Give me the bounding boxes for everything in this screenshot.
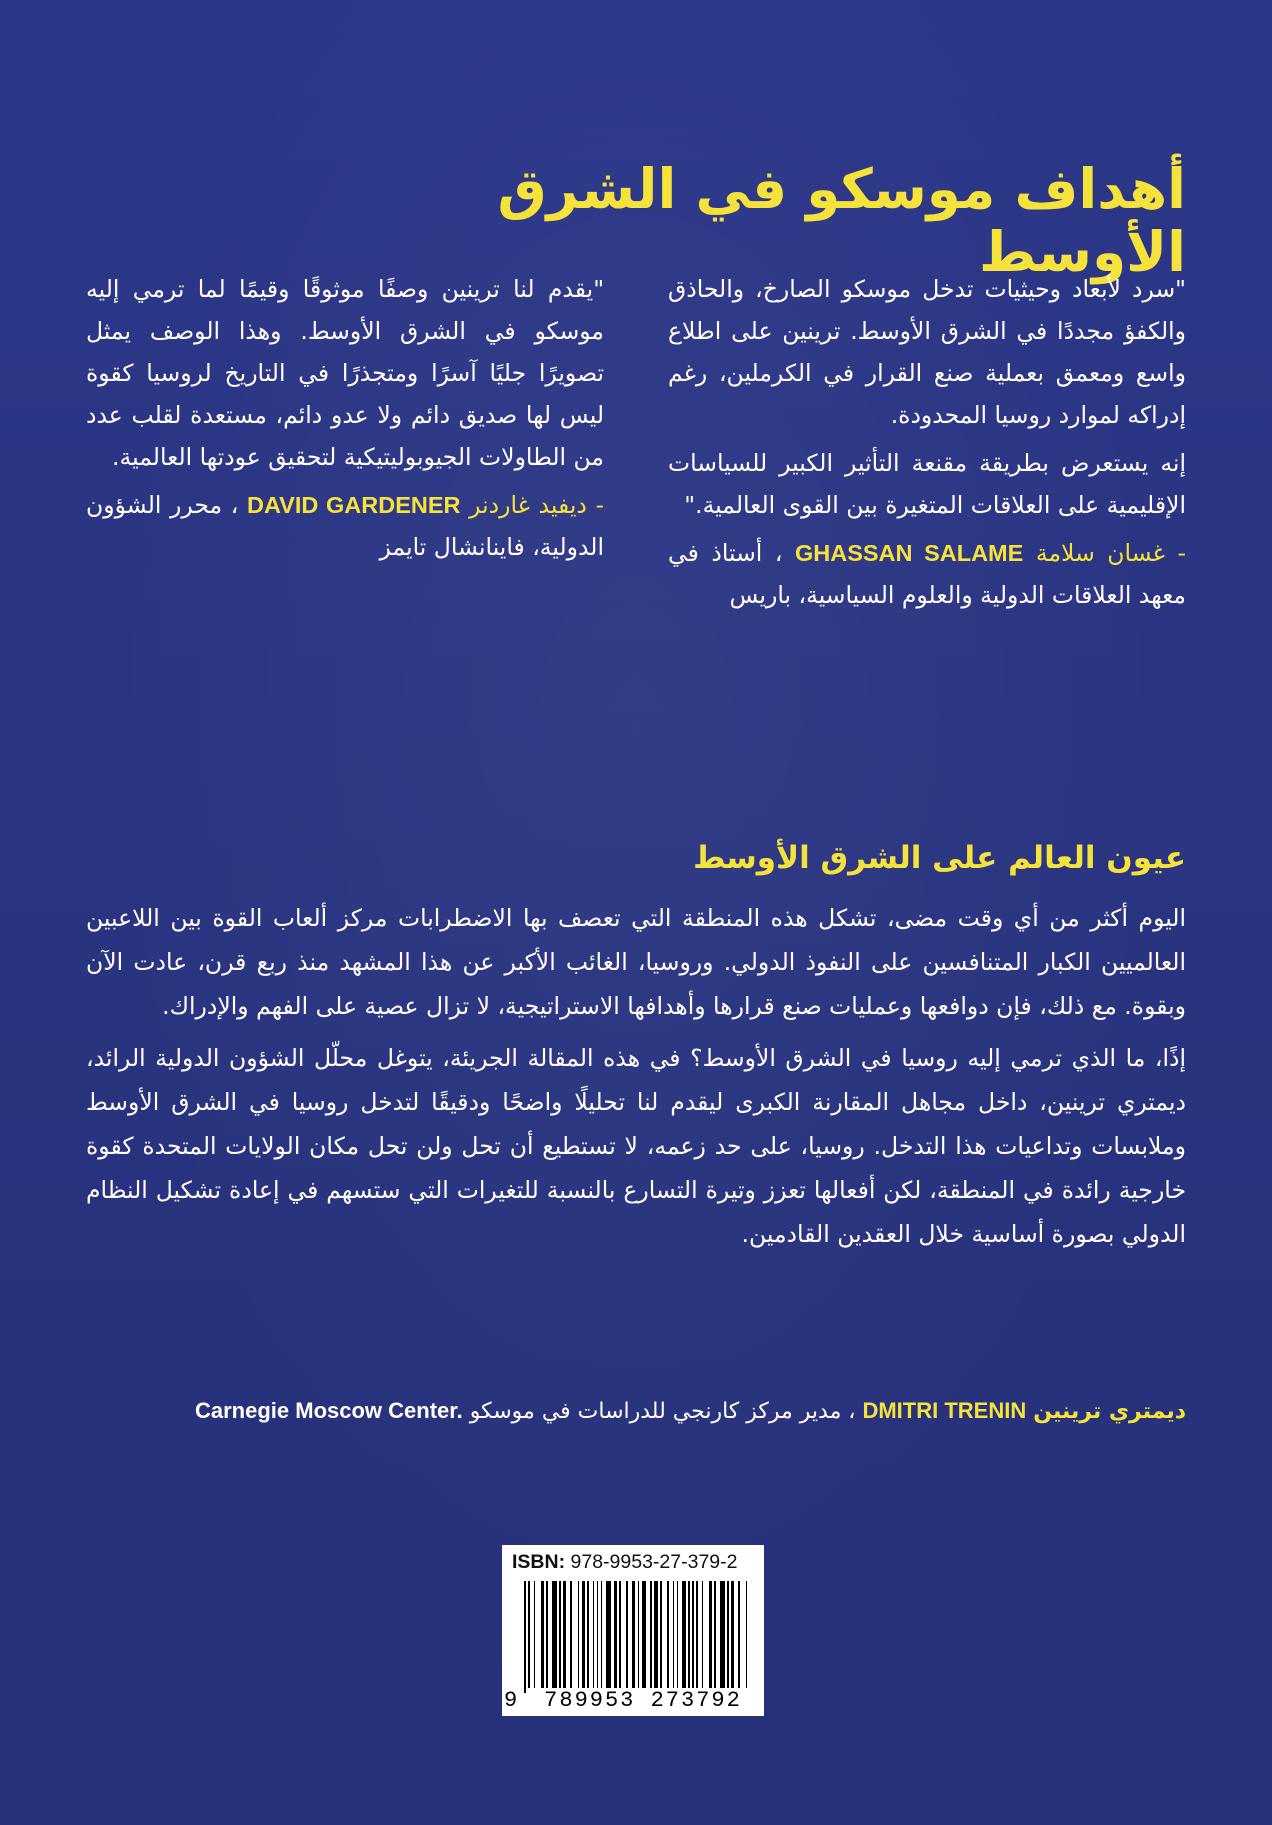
barcode-bar [632, 1581, 635, 1693]
author-line [86, 1398, 1186, 1424]
barcode-bar [667, 1581, 669, 1693]
barcode-bar [727, 1581, 729, 1693]
description-paragraph-1: اليوم أكثر من أي وقت مضى، تشكل هذه المنطقة التي تعصف بها الاضطرابات مركز ألعاب القوة بين اللاعبين العالميين الكبار المتنافسين على النفوذ الدولي. وروسيا، الغائب الأكبر عن هذا المشهد منذ ربع قرن، عادت الآن وبقوة. مع ذلك، فإن دوافعها وعمليات صنع قرارها وأهدافها الاستراتيجية، لا تزال عصية على الفهم والإدراك. [86, 904, 1186, 1020]
barcode-bar [593, 1581, 595, 1693]
description [86, 896, 1186, 1264]
barcode-bar [541, 1581, 544, 1693]
barcode-bar [626, 1581, 628, 1693]
barcode-digit-groups: 789953 273792 [526, 1688, 760, 1713]
barcode-bar [601, 1581, 603, 1693]
barcode-bars [512, 1581, 754, 1693]
quote-right-paragraph-2: إنه يستعرض بطريقة مقنعة التأثير الكبير للسياسات الإقليمية على العلاقات المتغيرة بين القوى العالمية." [668, 449, 1186, 519]
quote-left-author-role: ، محرر الشؤون الدولية، فاينانشال تايمز [86, 491, 604, 561]
quote-left-author-latin: DAVID GARDENER [246, 492, 461, 518]
barcode-bar [660, 1581, 662, 1693]
barcode-bar [552, 1581, 557, 1693]
barcode-bar [524, 1581, 526, 1693]
isbn-number: 978-9953-27-379-2 [570, 1551, 738, 1573]
barcode-bar [650, 1581, 652, 1693]
barcode-bar [578, 1581, 580, 1693]
barcode-bar [696, 1581, 698, 1693]
barcode-bar [614, 1581, 617, 1693]
author-name-latin: DMITRI TRENIN [862, 1398, 1027, 1423]
barcode-bar [587, 1581, 589, 1693]
barcode-bar [619, 1581, 621, 1693]
description-paragraph-2: إذًا، ما الذي ترمي إليه روسيا في الشرق الأوسط؟ في هذه المقالة الجريئة، يتوغل محلّل الشؤون الدولية الرائد، ديمتري ترينين، داخل مجاهل المقارنة الكبرى ليقدم لنا تحليلًا واضحًا ودقيقًا لتدخل روسيا في الشرق الأوسط وملابسات وتداعيات هذا التدخل. روسيا، على حد زعمه، لا تستطيع أن تحل ولن تحل مكان الولايات المتحدة كقوة خارجية رائدة في المنطقة، لكن أفعالها تعزز وتيرة التسارع بالنسبة للتغيرات التي ستسهم في إعادة تشكيل النظام الدولي بصورة أساسية خلال العقدين القادمين. [86, 1044, 1186, 1248]
quote-right-paragraph-1: "سرد لأبعاد وحيثيات تدخل موسكو الصارخ، والحاذق والكفؤ مجددًا في الشرق الأوسط. ترينين على اطلاع واسع ومعمق بعملية صنع القرار في الكرملين، رغم إدراكه لموارد روسيا المحدودة. [668, 275, 1186, 429]
barcode-bar [738, 1581, 740, 1693]
quote-right [668, 268, 1186, 616]
barcode-bar [534, 1581, 536, 1693]
barcode-bar [638, 1581, 640, 1693]
author-name-arabic: ديمتري ترينين [1033, 1399, 1186, 1424]
barcode-first-digit: 9 [504, 1688, 519, 1713]
quote-right-attribution [668, 532, 1186, 616]
barcode-bar [702, 1581, 704, 1693]
barcode-bar [682, 1581, 685, 1693]
barcode-bar [559, 1581, 561, 1693]
quote-left [86, 268, 604, 568]
quote-left-attribution [86, 484, 604, 568]
barcode-bar [688, 1581, 690, 1693]
barcode-bar [642, 1581, 647, 1693]
barcode-bar [714, 1581, 716, 1693]
quote-right-author-role: ، أستاذ في معهد العلاقات الدولية والعلوم السياسية، باريس [668, 539, 1186, 609]
barcode-bar [673, 1581, 675, 1693]
barcode-bar [582, 1581, 585, 1693]
barcode-box [502, 1545, 764, 1716]
barcode-bar [731, 1581, 734, 1693]
section-heading: عيون العالم على الشرق الأوسط [693, 840, 1186, 876]
barcode-bar [563, 1581, 566, 1693]
quote-right-author-latin: GHASSAN SALAME [794, 540, 1024, 566]
barcode-bar [692, 1581, 694, 1693]
isbn-label: ISBN: [512, 1551, 566, 1573]
quote-right-author-arabic: - غسان سلامة [1035, 539, 1186, 567]
barcode-bar [597, 1581, 599, 1693]
author-role: ، مدير مركز كارنجي للدراسات في موسكو [469, 1399, 856, 1424]
barcode-bar [606, 1581, 611, 1693]
barcode-bar [546, 1581, 548, 1693]
book-title: أهداف موسكو في الشرق الأوسط [497, 157, 1186, 285]
author-center-latin: Carnegie Moscow Center. [194, 1398, 463, 1423]
isbn-label-line [512, 1551, 756, 1574]
quote-left-author-arabic: - ديفيد غاردنر [469, 491, 604, 519]
quote-left-paragraph-1: "يقدم لنا ترينين وصفًا موثوقًا وقيمًا لما ترمي إليه موسكو في الشرق الأوسط. وهذا الوصف يمثل تصويرًا جليًا آسرًا ومتجذرًا في التاريخ لروسيا كقوة ليس لها صديق دائم ولا عدو دائم، مستعدة لقلب عدد من الطاولات الجيوبوليتيكية لتحقيق عودتها العالمية. [86, 275, 604, 471]
barcode-bar [528, 1581, 530, 1693]
barcode-bar [720, 1581, 725, 1693]
barcode-bar [654, 1581, 657, 1693]
barcode-bar [709, 1581, 712, 1693]
barcode-bar [746, 1581, 748, 1693]
barcode-bar [570, 1581, 572, 1693]
barcode-bar [677, 1581, 679, 1693]
